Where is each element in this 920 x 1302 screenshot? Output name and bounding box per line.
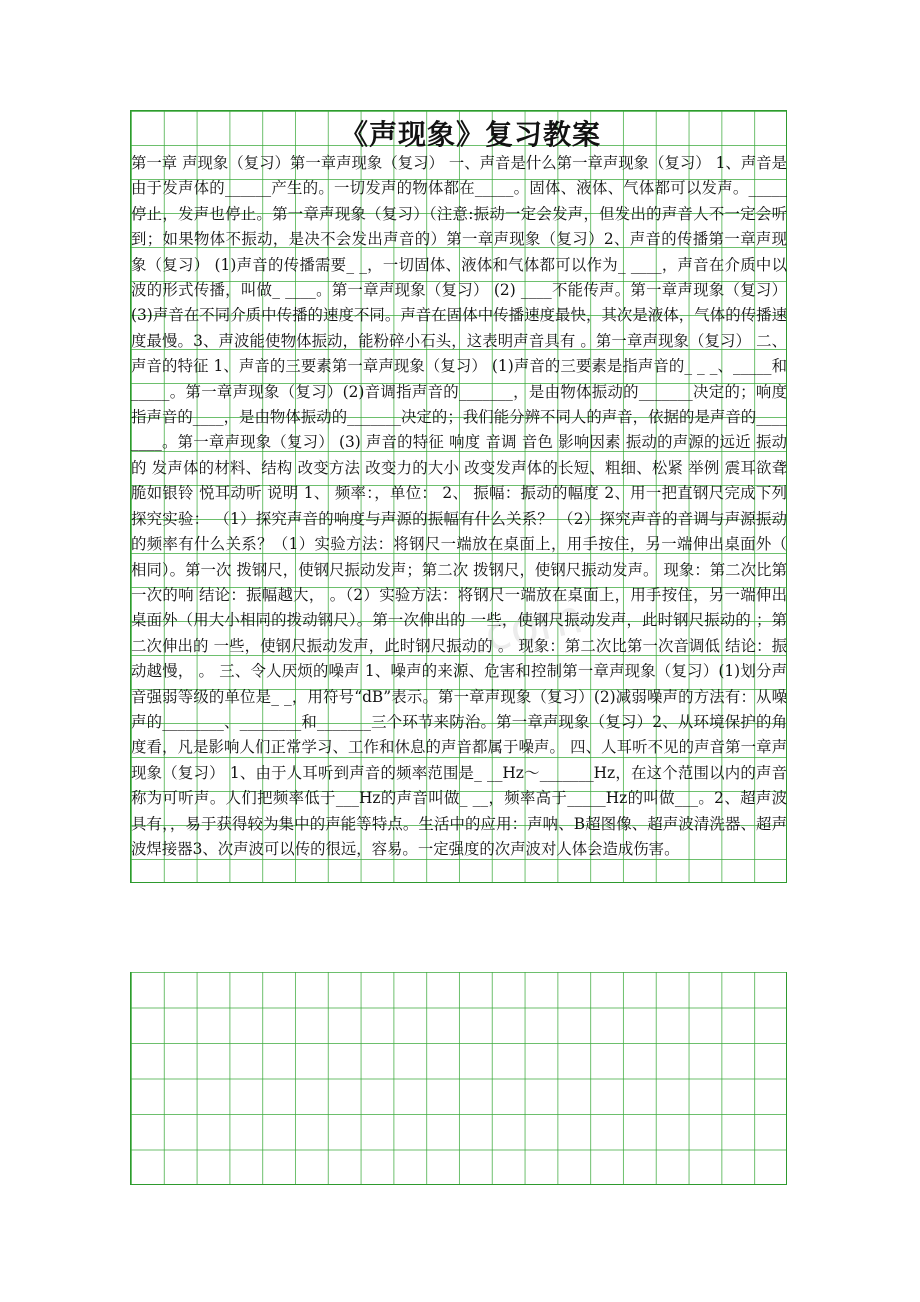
watermark: .com (465, 588, 588, 666)
page-title: 《声现象》复习教案 (340, 118, 602, 151)
document-body: 第一章 声现象（复习）第一章声现象（复习） 一、声音是什么第一章声现象（复习） 1、声音是由于发声体的______产生的。一切发声的物体都在_____。固体、液体、气体都可以发声。_____停止，发声也停止。第一章声现象（复习）（注意:振动一定会发声，但发出的声音人不一定会听到；如果物体不振动，是决不会发出声音的）第一章声现象（复习）2、声音的传播第一章声现象（复习） (1)声音的传播需要_ _，一切固体、液体和气体都可以作为_ ____，声音在介质中以波的形式传播，叫做_ ____。第一章声现象（复习） (2) ____不能传声。第一章声现象（复习）(3)声音在不同介质中传播的速度不同。声音在固体中传播速度最快，其次是液体，气体的传播速度最慢。3、声波能使物体振动，能粉碎小石头，这表明声音具有 。第一章声现象（复习） 二、声音的特征 1、声音的三要素第一章声现象（复习） (1)声音的三要素是指声音的_ _ _、_____和_____。第一章声现象（复习）(2)音调指声音的_______，是由物体振动的_______决定的；响度指声音的____，是由物体振动的_______决定的；我们能分辨不同人的声音，依据的是声音的________。第一章声现象（复习） (3) 声音的特征 响度 音调 音色 影响因素 振动的声源的远近 振动的 发声体的材料、结构 改变方法 改变力的大小 改变发声体的长短、粗细、松紧 举例 震耳欲聋 脆如银铃 悦耳动听 说明 1、 频率：，单位： 2、 振幅：振动的幅度 2、用一把直钢尺完成下列探究实验： （1）探究声音的响度与声源的振幅有什么关系？ （2）探究声音的音调与声源振动的频率有什么关系？（1）实验方法：将钢尺一端放在桌面上，用手按住，另一端伸出桌面外（ 相同）。第一次 拨钢尺，使钢尺振动发声；第二次 拨钢尺，使钢尺振动发声。 现象：第二次比第一次的响 结论：振幅越大， 。（2）实验方法：将钢尺一端放在桌面上，用手按住，另一端伸出桌面外（用大小相同的拨动钢尺）。第一次伸出的 一些，使钢尺振动发声，此时钢尺振动的 ；第二次伸出的 一些，使钢尺振动发声，此时钢尺振动的 。 现象：第二次比第一次音调低 结论：振动越慢， 。 三、令人厌烦的噪声 1、噪声的来源、危害和控制第一章声现象（复习）(1)划分声音强弱等级的单位是_ _，用符号“dB”表示。第一章声现象（复习）(2)减弱噪声的方法有：从噪声的________、________和_______三个环节来防治。第一章声现象（复习）2、从环境保护的角度看，凡是影响人们正常学习、工作和休息的声音都属于噪声。 四、人耳听不见的声音第一章声现象（复习） 1、由于人耳听到声音的频率范围是_ __Hz～_______Hz，在这个范围以内的声音称为可听声。人们把频率低于___Hz的声音叫做_ __，频率高于_____Hz的叫做___。2、超声波具有，，易于获得较为集中的声能等特点。生活中的应用：声呐、B超图像、超声波清洗器、超声波焊接器3、次声波可以传的很远，容易。一定强度的次声波对人体会造成伤害。 (131, 154, 787, 858)
bottom-grid-paper (130, 972, 787, 1185)
